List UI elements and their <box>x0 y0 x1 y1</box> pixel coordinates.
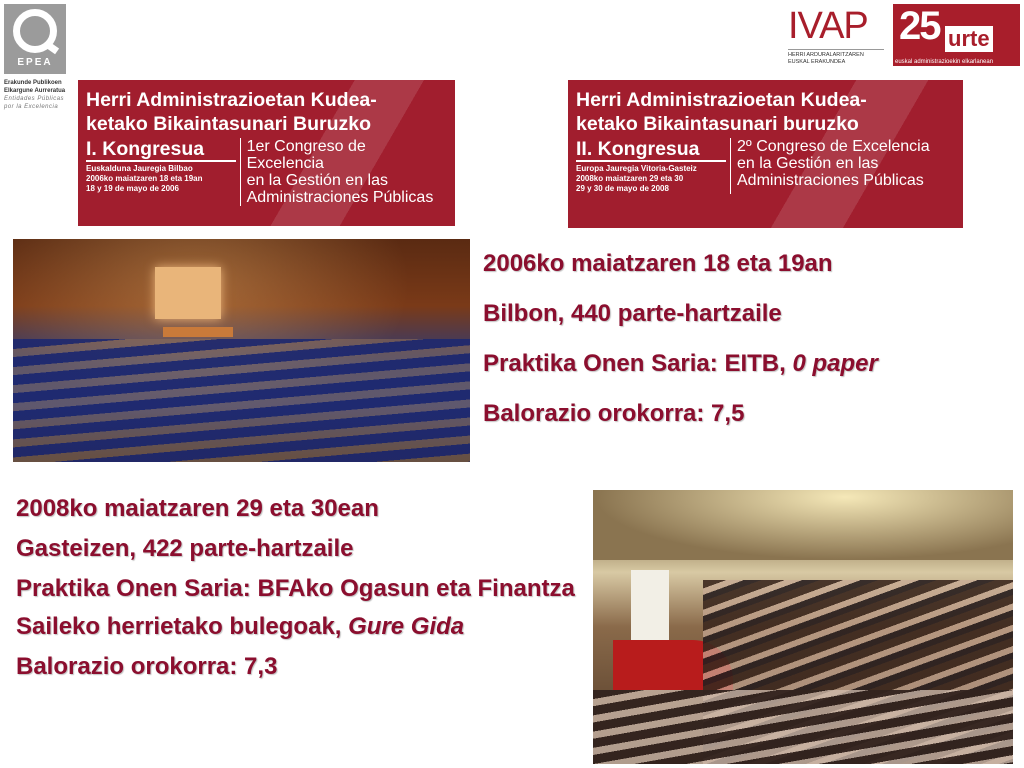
info-award <box>483 351 1018 377</box>
urte-anniversary-logo <box>893 4 1020 66</box>
banner-kongresua: I. Kongresua <box>86 138 236 162</box>
ivap-logo <box>788 6 884 66</box>
banner-title-line-1: Herri Administrazioetan Kudea- <box>576 89 867 111</box>
info-award <box>16 570 576 646</box>
congress-info-2006 <box>483 251 1018 451</box>
congress-banner-2 <box>568 80 963 228</box>
urte-subtitle: euskal administrazioekin elkarlanean <box>895 59 994 65</box>
info-award-text: Praktika Onen Saria: BFAko Ogasun eta Finantza Saileko herrietako bulegoak, <box>16 575 575 640</box>
banner-es-line-3: Administraciones Públicas <box>737 172 924 189</box>
epea-line-2: Elkargune Aurreratua <box>4 88 66 94</box>
congress-banner-1 <box>78 80 455 226</box>
urte-word: urte <box>945 26 993 52</box>
info-attendance: Gasteizen, 422 parte-hartzaile <box>16 535 354 562</box>
banner-dates-es: 18 y 19 de mayo de 2006 <box>86 184 179 193</box>
ivap-sub-line-2: EUSKAL ERAKUNDEA <box>788 59 846 65</box>
banner-es-line-1: 2º Congreso de Excelencia <box>737 138 930 155</box>
info-award-project: Gure Gida <box>348 613 465 640</box>
epea-line-es-1: Entidades Públicas <box>4 96 65 102</box>
info-award-project: 0 paper <box>792 350 878 377</box>
auditorium-photo-2008 <box>593 490 1013 764</box>
info-date: 2006ko maiatzaren 18 eta 19an <box>483 250 833 277</box>
ivap-wordmark: IVAP <box>788 5 868 47</box>
banner-dates-es: 29 y 30 de mayo de 2008 <box>576 184 669 193</box>
info-attendance: Bilbon, 440 parte-hartzaile <box>483 300 782 327</box>
banner-es-line-3: Administraciones Públicas <box>246 189 434 206</box>
epea-caption <box>4 79 68 111</box>
auditorium-photo-2006 <box>13 239 470 462</box>
epea-line-1: Erakunde Publikoen <box>4 80 62 86</box>
banner-dates-eu: 2008ko maiatzaren 29 eta 30 <box>576 174 684 183</box>
epea-logo <box>4 4 68 111</box>
banner-es-line-1: 1er Congreso de Excelencia <box>246 138 366 172</box>
epea-mark-text: EPEA <box>17 57 53 68</box>
info-rating: Balorazio orokorra: 7,5 <box>483 400 745 427</box>
epea-line-es-2: por la Excelencia <box>4 104 59 110</box>
banner-title-line-2: ketako Bikaintasunari Buruzko <box>86 113 371 135</box>
info-award-text: Praktika Onen Saria: EITB, <box>483 350 793 377</box>
urte-number: 25 <box>899 4 940 48</box>
banner-es-line-2: en la Gestión en las <box>737 155 879 172</box>
banner-place: Europa Jauregia Vitoria-Gasteiz <box>576 164 697 173</box>
ivap-sub-line-1: HERRI ARDURALARITZAREN <box>788 52 864 58</box>
ivap-subtitle <box>788 49 884 66</box>
banner-place: Euskalduna Jauregia Bilbao <box>86 164 193 173</box>
banner-title-line-2: ketako Bikaintasunari buruzko <box>576 113 859 135</box>
banner-es-line-2: en la Gestión en las <box>246 172 388 189</box>
banner-dates-eu: 2006ko maiatzaren 18 eta 19an <box>86 174 203 183</box>
banner-kongresua: II. Kongresua <box>576 138 726 162</box>
info-rating: Balorazio orokorra: 7,3 <box>16 653 278 680</box>
congress-info-2008 <box>16 496 576 694</box>
banner-title-line-1: Herri Administrazioetan Kudea- <box>86 89 377 111</box>
epea-q-icon <box>4 4 66 74</box>
info-date: 2008ko maiatzaren 29 eta 30ean <box>16 495 379 522</box>
